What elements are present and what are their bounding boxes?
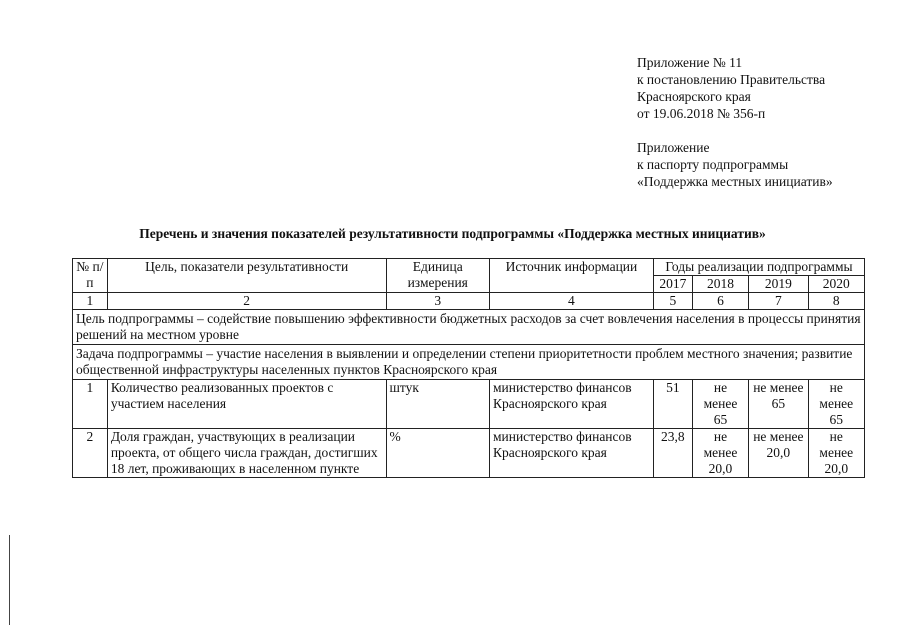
appendix-line: «Поддержка местных инициатив» bbox=[637, 174, 833, 189]
header-year: 2017 bbox=[653, 276, 692, 293]
appendix-line: Красноярского края bbox=[637, 89, 751, 104]
header-year: 2019 bbox=[749, 276, 808, 293]
table-row bbox=[73, 380, 865, 429]
task-row bbox=[73, 345, 865, 380]
scan-margin-line bbox=[9, 535, 10, 625]
column-number: 5 bbox=[653, 293, 692, 310]
appendix-line: к паспорту подпрограммы bbox=[637, 157, 789, 172]
subprogram-task: Задача подпрограммы – участие населения в выявлении и определении степени приоритетности проблем местного значения; развитие общественной инфраструктуры населенных пунктов Красноярского края bbox=[73, 345, 865, 380]
column-number: 1 bbox=[73, 293, 108, 310]
column-number: 7 bbox=[749, 293, 808, 310]
header-source: Источник информации bbox=[489, 259, 653, 293]
subprogram-goal: Цель подпрограммы – содействие повышению эффективности бюджетных расходов за счет вовлечения населения в процессы принятия решений на местном уровне bbox=[73, 310, 865, 345]
appendix-line: от 19.06.2018 № 356-п bbox=[637, 106, 766, 121]
header-unit: Единица измерения bbox=[386, 259, 489, 293]
indicator-name: Доля граждан, участвующих в реализации проекта, от общего числа граждан, достигших 18 лет, проживающих в населенном пункте bbox=[107, 429, 386, 478]
source-cell: министерство финансов Красноярского края bbox=[489, 429, 653, 478]
header-year: 2018 bbox=[692, 276, 748, 293]
appendix-line: Приложение bbox=[637, 140, 710, 155]
row-number: 2 bbox=[73, 429, 108, 478]
value-2020: не менее 65 bbox=[808, 380, 864, 429]
appendix-line: к постановлению Правительства bbox=[637, 72, 826, 87]
unit-cell: % bbox=[386, 429, 489, 478]
value-2019: не менее 20,0 bbox=[749, 429, 808, 478]
column-numbers-row bbox=[73, 293, 865, 310]
column-number: 4 bbox=[489, 293, 653, 310]
header-goal: Цель, показатели результативности bbox=[107, 259, 386, 293]
value-2017: 51 bbox=[653, 380, 692, 429]
header-row bbox=[73, 259, 865, 276]
header-years-group: Годы реализации подпрограммы bbox=[653, 259, 864, 276]
unit-cell: штук bbox=[386, 380, 489, 429]
value-2017: 23,8 bbox=[653, 429, 692, 478]
document-title: Перечень и значения показателей результативности подпрограммы «Поддержка местных инициатив» bbox=[139, 226, 766, 241]
column-number: 3 bbox=[386, 293, 489, 310]
row-number: 1 bbox=[73, 380, 108, 429]
column-number: 8 bbox=[808, 293, 864, 310]
appendix-line: Приложение № 11 bbox=[637, 55, 743, 70]
source-cell: министерство финансов Красноярского края bbox=[489, 380, 653, 429]
column-number: 6 bbox=[692, 293, 748, 310]
column-number: 2 bbox=[107, 293, 386, 310]
indicator-name: Количество реализованных проектов с участием населения bbox=[107, 380, 386, 429]
value-2018: не менее 20,0 bbox=[692, 429, 748, 478]
indicators-table bbox=[72, 258, 865, 478]
value-2018: не менее 65 bbox=[692, 380, 748, 429]
table-row bbox=[73, 429, 865, 478]
value-2019: не менее 65 bbox=[749, 380, 808, 429]
appendix-header bbox=[637, 54, 833, 190]
header-num: № п/п bbox=[73, 259, 108, 293]
header-year: 2020 bbox=[808, 276, 864, 293]
value-2020: не менее 20,0 bbox=[808, 429, 864, 478]
goal-row bbox=[73, 310, 865, 345]
